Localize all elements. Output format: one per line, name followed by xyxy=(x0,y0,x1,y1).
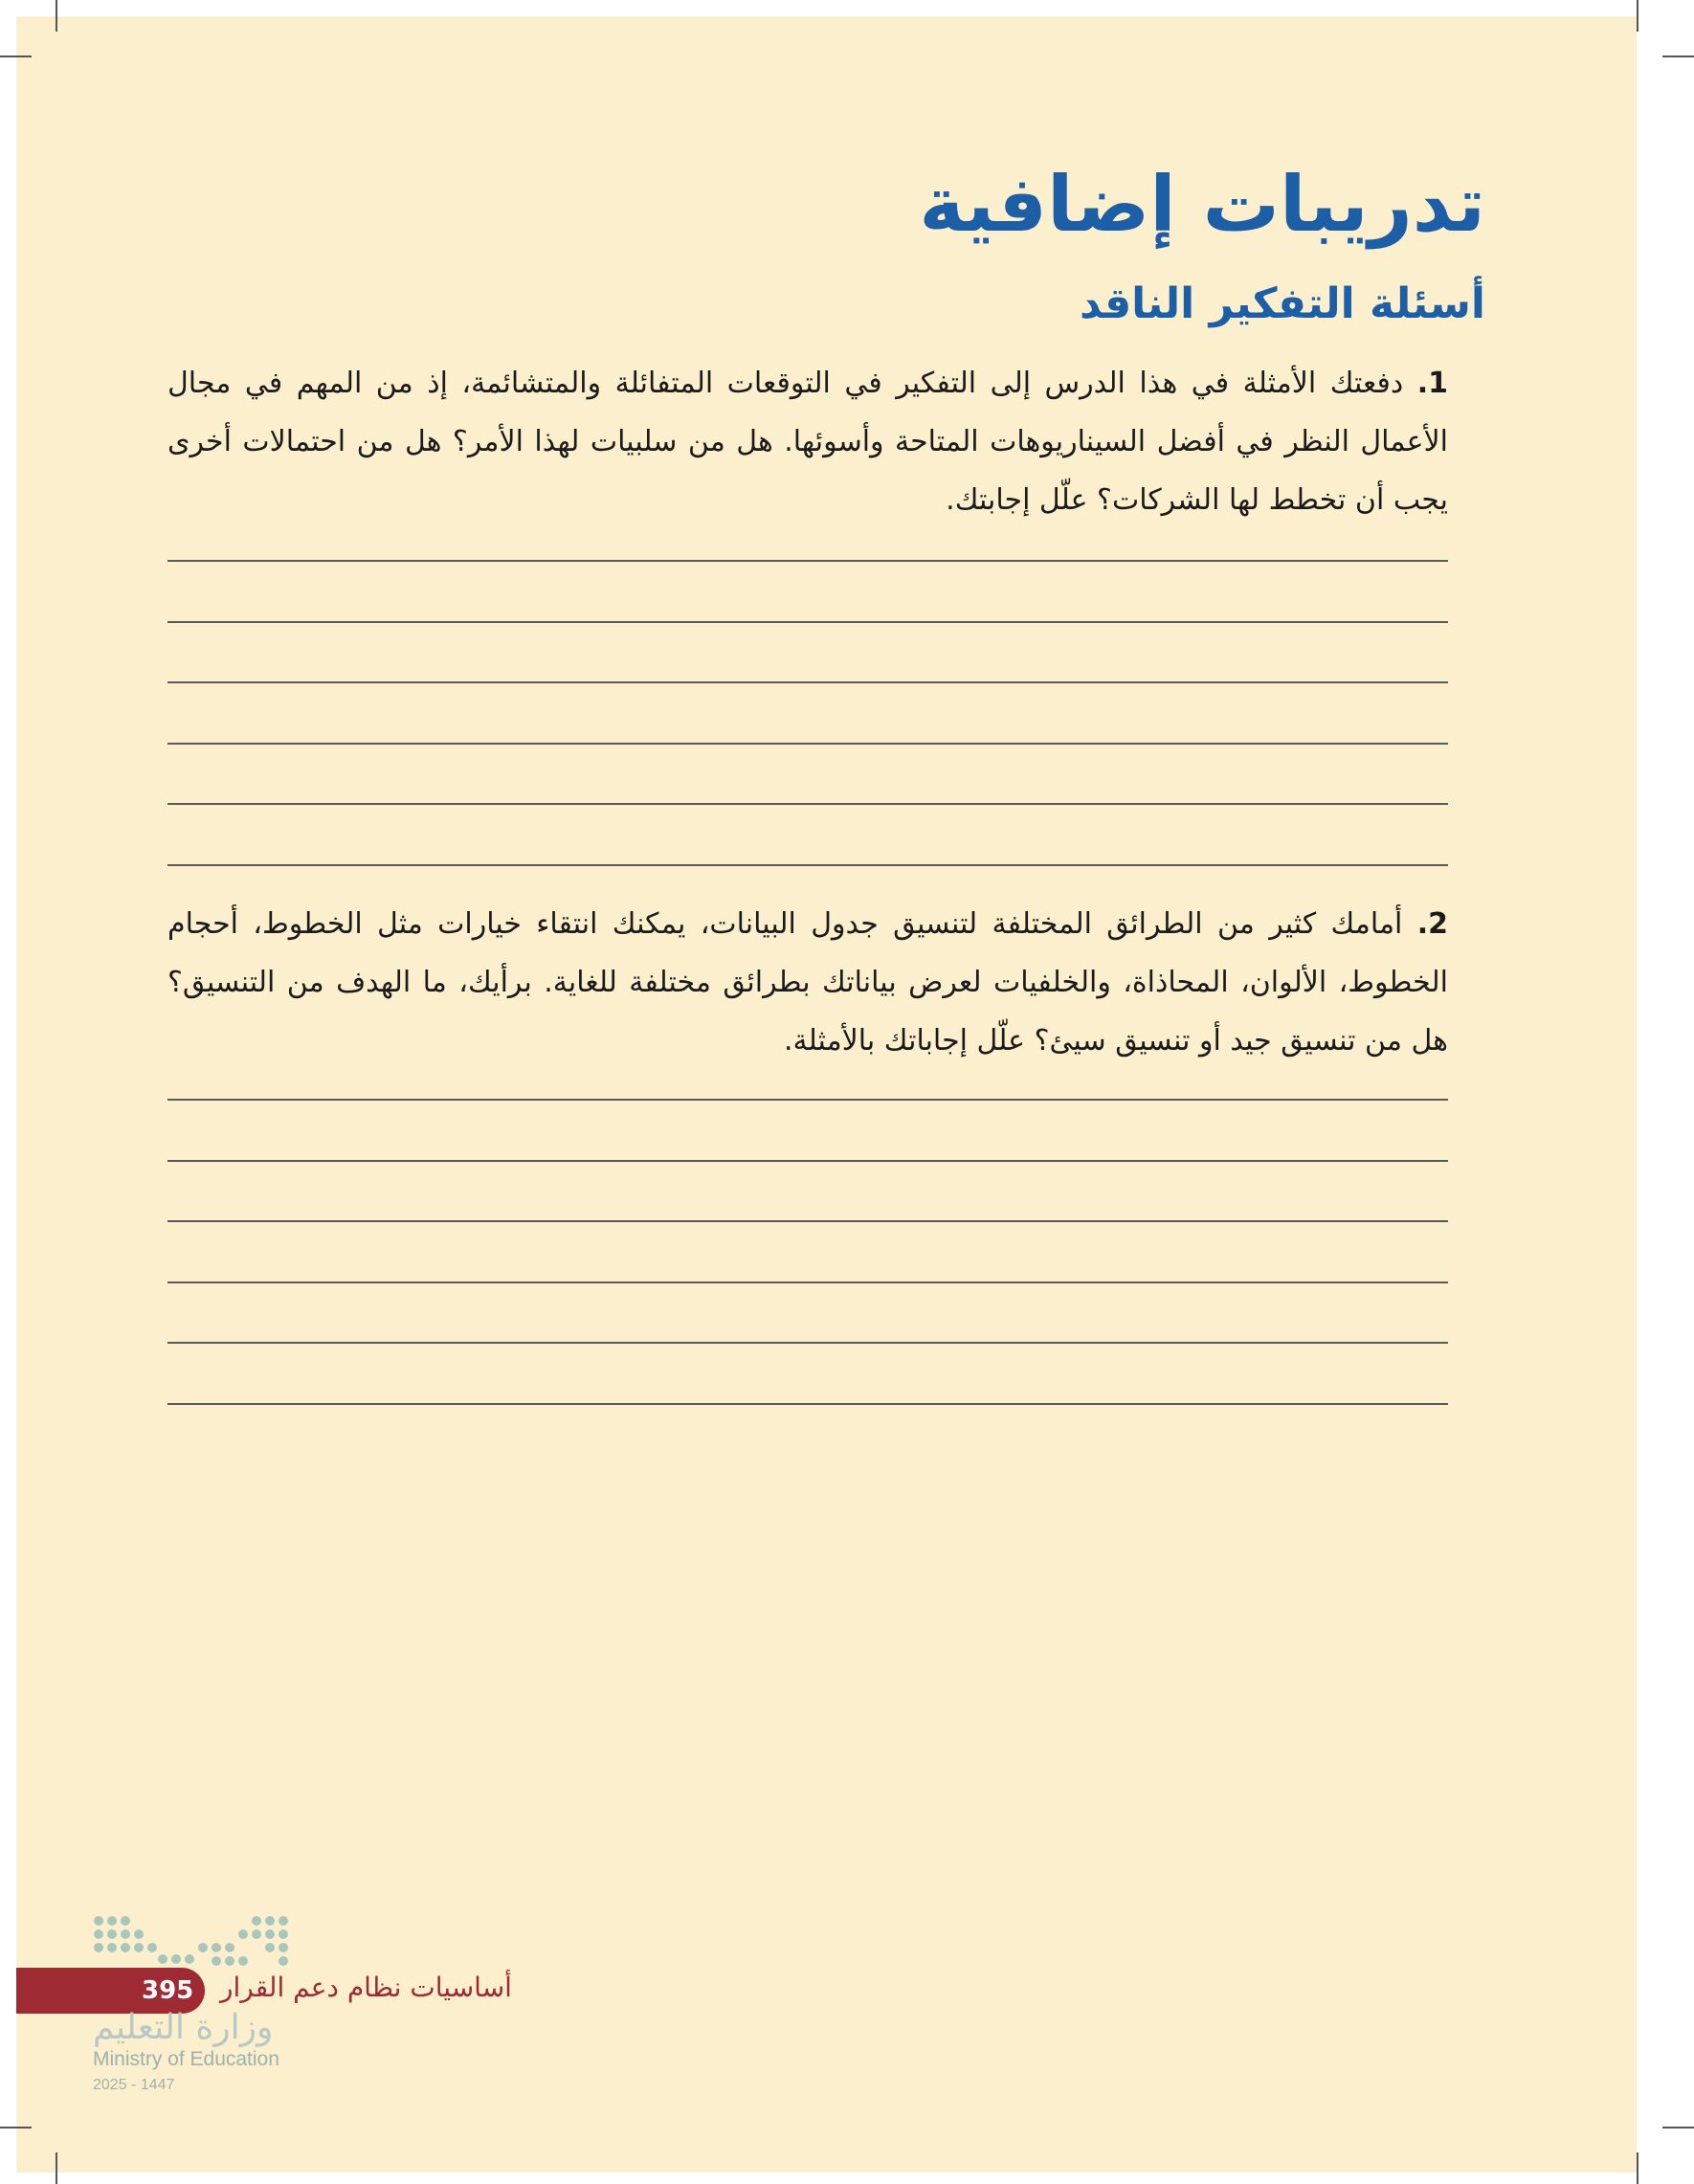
answer-lines-1[interactable] xyxy=(167,560,1448,925)
answer-line[interactable] xyxy=(167,621,1448,623)
ministry-name-english: Ministry of Education xyxy=(93,2048,279,2070)
question-text: دفعتك الأمثلة في هذا الدرس إلى التفكير في التوقعات المتفائلة والمتشائمة، إذ من المهم في مجال الأعمال النظر في أفضل السيناريوهات المتاحة وأسوئها. هل من سلبيات لهذا الأمر؟ هل من احتمالات أخرى يجب أن تخطط لها الشركات؟ علّل إجابتك. xyxy=(167,367,1448,517)
answer-line[interactable] xyxy=(167,560,1448,562)
crop-mark xyxy=(56,2152,57,2184)
question-2 xyxy=(167,895,1448,1070)
crop-mark xyxy=(1637,2152,1638,2184)
answer-line[interactable] xyxy=(167,1099,1448,1101)
crop-mark xyxy=(0,2127,32,2128)
question-number: 1. xyxy=(1416,367,1448,400)
question-text: أمامك كثير من الطرائق المختلفة لتنسيق جدول البيانات، يمكنك انتقاء خيارات مثل الخطوط، أحجام الخطوط، الألوان، المحاذاة، والخلفيات لعرض بياناتك بطرائق مختلفة للغاية. برأيك، ما الهدف من التنسيق؟ هل من تنسيق جيد أو تنسيق سيئ؟ علّل إجاباتك بالأمثلة. xyxy=(167,907,1448,1058)
crop-mark xyxy=(1637,0,1638,32)
section-subtitle: أسئلة التفكير الناقد xyxy=(1079,279,1485,328)
page-title: تدريبات إضافية xyxy=(919,160,1485,249)
answer-line[interactable] xyxy=(167,1342,1448,1344)
answer-line[interactable] xyxy=(167,1160,1448,1162)
edition-year: 2025 - 1447 xyxy=(93,2077,175,2093)
answer-line[interactable] xyxy=(167,743,1448,745)
answer-line[interactable] xyxy=(167,1281,1448,1283)
answer-line[interactable] xyxy=(167,1403,1448,1405)
question-1 xyxy=(167,354,1448,529)
answer-lines-2[interactable] xyxy=(167,1099,1448,1463)
crop-mark xyxy=(1662,56,1694,57)
ministry-name-arabic: وزارة التعليم xyxy=(93,2008,274,2047)
answer-line[interactable] xyxy=(167,681,1448,683)
answer-line[interactable] xyxy=(167,1220,1448,1222)
answer-line[interactable] xyxy=(167,803,1448,805)
ministry-logo-dots-icon xyxy=(0,0,316,1991)
answer-line[interactable] xyxy=(167,864,1448,866)
question-number: 2. xyxy=(1416,907,1448,941)
book-title: أساسيات نظام دعم القرار xyxy=(220,1972,512,2003)
page-number: 395 xyxy=(142,1976,194,2005)
crop-mark xyxy=(1662,2127,1694,2128)
